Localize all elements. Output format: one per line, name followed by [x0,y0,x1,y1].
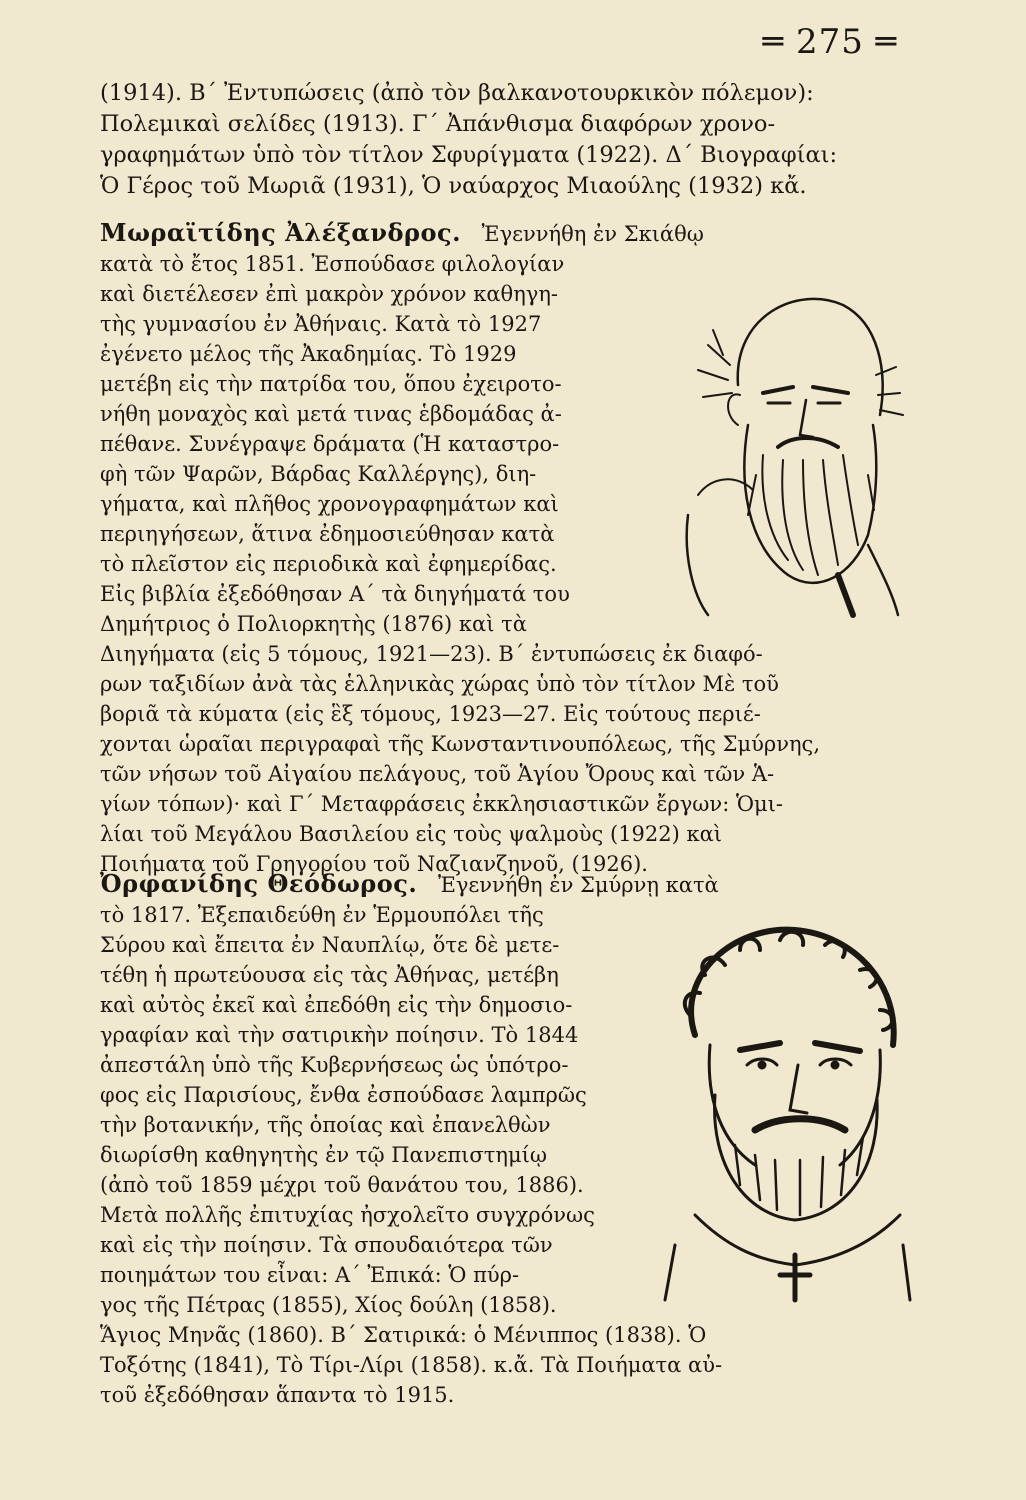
text-line: Σύρου καὶ ἔπειτα ἐν Ναυπλίῳ, ὅτε δὲ μετε- [100,933,560,957]
text-line: γραφημάτων ὑπὸ τὸν τίτλον Σφυρίγματα (1922). Δ΄ Βιογραφίαι: [100,142,838,168]
intro-paragraph [100,78,905,202]
text-line: φος εἰς Παρισίους, ἔνθα ἐσπούδασε λαμπρῶς [100,1083,587,1107]
text-line: βοριᾶ τὰ κύματα (εἰς ἓξ τόμους, 1923—27. Εἰς τούτους περιέ- [100,702,761,726]
text-line: νήθη μοναχὸς καὶ μετά τινας ἑβδομάδας ἀ- [100,402,562,426]
text-line: μετέβη εἰς τὴν πατρίδα του, ὅπου ἐχειροτο- [100,372,562,396]
text-line: καὶ διετέλεσεν ἐπὶ μακρὸν χρόνον καθηγη- [100,282,559,306]
page-number-rule-right: ═ [863,22,898,62]
text-line: φὴ τῶν Ψαρῶν, Βάρδας Καλλέργης), διη- [100,462,537,486]
text-line: Δημήτριος ὁ Πολιορκητὴς (1876) καὶ τὰ [100,612,527,636]
text-line: γραφίαν καὶ τὴν σατιρικὴν ποίησιν. Τὸ 1844 [100,1023,579,1047]
text-line: ρων ταξιδίων ἀνὰ τὰς ἑλληνικὰς χώρας ὑπὸ τὸν τίτλον Μὲ τοῦ [100,672,779,696]
text-line: γος τῆς Πέτρας (1855), Χίος δούλη (1858). [100,1293,557,1317]
text-line: Ἐγεννήθη ἐν Σκιάθῳ [481,222,704,246]
text-line: γίων τόπων)· καὶ Γ΄ Μεταφράσεις ἐκκλησιαστικῶν ἔργων: Ὁμι- [100,792,783,816]
text-line: τοῦ ἐξεδόθησαν ἅπαντα τὸ 1915. [100,1383,455,1407]
text-line: γήματα, καὶ πλῆθος χρονογραφημάτων καὶ [100,492,559,516]
page-number-value: 275 [796,22,864,62]
text-line: διωρίσθη καθηγητὴς ἐν τῷ Πανεπιστημίῳ [100,1143,547,1167]
page-number [740,22,920,62]
text-line: Εἰς βιβλία ἐξεδόθησαν Α΄ τὰ διηγήματά του [100,582,570,606]
entry-heading: Ὀρφανίδης Θεόδωρος. [100,869,418,898]
text-line: πέθανε. Συνέγραψε δράματα (Ἡ καταστρο- [100,432,560,456]
text-line: (ἀπὸ τοῦ 1859 μέχρι τοῦ θανάτου του, 1886). [100,1173,584,1197]
text-line: Ἐγεννήθη ἐν Σμύρνῃ κατὰ [437,873,719,897]
text-line: ἀπεστάλη ὑπὸ τῆς Κυβερνήσεως ὡς ὑπότρο- [100,1053,569,1077]
text-line: Μετὰ πολλῆς ἐπιτυχίας ἠσχολεῖτο συγχρόνως [100,1203,595,1227]
text-line: καὶ εἰς τὴν ποίησιν. Τὰ σπουδαιότερα τῶν [100,1233,553,1257]
text-line: Ἅγιος Μηνᾶς (1860). Β΄ Σατιρικά: ὁ Μένιππος (1838). Ὁ [100,1323,707,1347]
text-line: λίαι τοῦ Μεγάλου Βασιλείου εἰς τοὺς ψαλμοὺς (1922) καὶ [100,822,723,846]
text-line: Πολεμικαὶ σελίδες (1913). Γ΄ Ἀπάνθισμα διαφόρων χρονο- [100,111,776,137]
text-line: τὸ 1817. Ἐξεπαιδεύθη ἐν Ἑρμουπόλει τῆς [100,903,544,927]
text-line: περιηγήσεων, ἅτινα ἐδημοσιεύθησαν κατὰ [100,522,555,546]
text-line: Τοξότης (1841), Τὸ Τίρι-Λίρι (1858). κ.ἄ. Τὰ Ποιήματα αὐ- [100,1353,723,1377]
text-line: Διηγήματα (εἰς 5 τόμους, 1921—23). Β΄ ἐντυπώσεις ἐκ διαφό- [100,642,763,666]
text-line: ἐγένετο μέλος τῆς Ἀκαδημίας. Τὸ 1929 [100,342,517,366]
text-line: ποιημάτων του εἶναι: Α΄ Ἐπικά: Ὁ πύρ- [100,1263,520,1287]
text-line: τὴν βοτανικήν, τῆς ὁποίας καὶ ἐπανελθὼν [100,1113,551,1137]
text-line: τῶν νήσων τοῦ Αἰγαίου πελάγους, τοῦ Ἁγίου Ὄρους καὶ τῶν Ἁ- [100,762,775,786]
text-line: τὴς γυμνασίου ἐν Ἀθήναις. Κατὰ τὸ 1927 [100,312,542,336]
text-line: χονται ὡραῖαι περιγραφαὶ τῆς Κωνσταντινουπόλεως, τῆς Σμύρνης, [100,732,820,756]
text-line: (1914). Β΄ Ἐντυπώσεις (ἀπὸ τὸν βαλκανοτουρκικὸν πόλεμον): [100,80,814,106]
text-line: Ὁ Γέρος τοῦ Μωριᾶ (1931), Ὁ ναύαρχος Μιαούλης (1932) κἄ. [100,173,807,199]
text-line: τὸ πλεῖστον εἰς περιοδικὰ καὶ ἐφημερίδας. [100,552,557,576]
page-number-rule-left: ═ [762,22,797,62]
text-line: τέθη ἡ πρωτεύουσα εἰς τὰς Ἀθήνας, μετέβη [100,963,559,987]
portrait-orfanidis [655,915,913,1305]
text-line: κατὰ τὸ ἔτος 1851. Ἐσπούδασε φιλολογίαν [100,252,565,276]
portrait-moraitidis [668,275,908,620]
entry-heading: Μωραϊτίδης Ἀλέξανδρος. [100,218,461,247]
text-line: καὶ αὐτὸς ἐκεῖ καὶ ἐπεδόθη εἰς τὴν δημοσιο- [100,993,573,1017]
text-line: Ποιήματα τοῦ Γρηγορίου τοῦ Ναζιανζηνοῦ, (1926). [100,852,648,876]
